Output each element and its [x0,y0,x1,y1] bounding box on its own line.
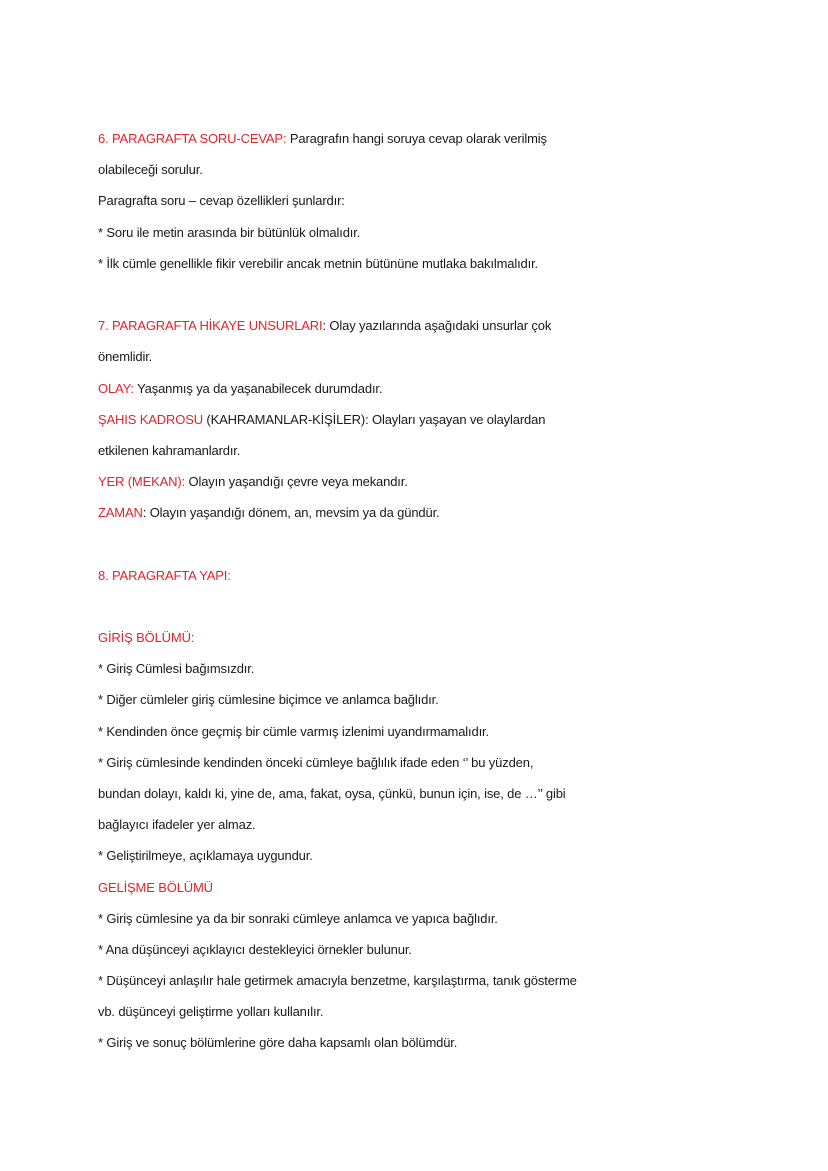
text-line [98,903,738,934]
text-line [98,840,738,871]
body-text: * İlk cümle genellikle fikir verebilir ancak metnin bütününe mutlaka bakılmalıdır. [98,255,539,271]
body-text: Yaşanmış ya da yaşanabilecek durumdadır. [133,380,383,396]
document-body [98,123,738,1059]
blank-line [98,279,738,310]
text-line [98,809,738,840]
blank-line [98,591,738,622]
text-line [98,996,738,1027]
text-line [98,684,738,715]
body-text: * Giriş cümlesine ya da bir sonraki cümleye anlamca ve yapıca bağlıdır. [98,910,498,926]
text-line [98,872,738,903]
heading-text: 6. PARAGRAFTA SORU-CEVAP: [98,131,287,146]
body-text: * Giriş ve sonuç bölümlerine göre daha kapsamlı olan bölümdür. [98,1035,458,1051]
heading-text: 8. PARAGRAFTA YAPI: [98,567,231,583]
text-line [98,248,738,279]
body-text: olabileceği sorulur. [98,162,203,178]
heading-text: GİRİŞ BÖLÜMÜ: [98,630,195,645]
text-line [98,560,738,591]
text-line [98,653,738,684]
body-text: * Diğer cümleler giriş cümlesine biçimce ve anlamca bağlıdır. [98,692,439,708]
body-text: * Soru ile metin arasında bir bütünlük olmalıdır. [98,224,361,240]
body-text: * Giriş cümlesinde kendinden önceki cümleye bağlılık ifade eden ‘’ bu yüzden, [98,754,534,770]
heading-text: ŞAHIS KADROSU [98,411,203,427]
text-line [98,622,738,653]
text-line [98,965,738,996]
blank-line [98,528,738,559]
body-text: * Giriş Cümlesi bağımsızdır. [98,661,255,677]
text-line [98,341,738,372]
text-line [98,154,738,185]
body-text: bağlayıcı ifadeler yer almaz. [98,817,256,833]
body-text: önemlidir. [98,349,153,365]
heading-text: GELİŞME BÖLÜMÜ [98,879,213,895]
body-text: * Geliştirilmeye, açıklamaya uygundur. [98,848,313,864]
text-line [98,747,738,778]
body-text: * Kendinden önce geçmiş bir cümle varmış izlenimi uyandırmamalıdır. [98,723,489,739]
body-text: Paragrafta soru – cevap özellikleri şunlardır: [98,193,345,209]
text-line [98,404,738,435]
text-line [98,1027,738,1058]
body-text: (KAHRAMANLAR-KİŞİLER): Olayları yaşayan ve olaylardan [202,411,546,427]
text-line [98,373,738,404]
text-line [98,778,738,809]
body-text: bundan dolayı, kaldı ki, yine de, ama, fakat, oysa, çünkü, bunun için, ise, de …’’ gibi [98,785,566,801]
body-text: * Düşünceyi anlaşılır hale getirmek amacıyla benzetme, karşılaştırma, tanık gösterme [98,973,577,989]
body-text: Paragrafın hangi soruya cevap olarak verilmiş [286,131,547,146]
body-text: etkilenen kahramanlardır. [98,442,241,458]
body-text: vb. düşünceyi geliştirme yolları kullanılır. [98,1004,324,1020]
text-line [98,497,738,528]
text-line [98,435,738,466]
text-line [98,123,738,154]
heading-text: YER (MEKAN): [98,474,186,490]
text-line [98,217,738,248]
text-line [98,310,738,341]
heading-text: ZAMAN [98,505,143,521]
heading-text: OLAY: [98,380,134,396]
heading-text: 7. PARAGRAFTA HİKAYE UNSURLARI [98,318,323,334]
body-text: Olayın yaşandığı çevre veya mekandır. [185,474,408,490]
body-text: : Olay yazılarında aşağıdaki unsurlar çok [322,318,552,334]
text-line [98,934,738,965]
body-text: : Olayın yaşandığı dönem, an, mevsim ya da gündür. [142,505,440,521]
text-line [98,466,738,497]
text-line [98,716,738,747]
body-text: * Ana düşünceyi açıklayıcı destekleyici örnekler bulunur. [98,941,412,957]
text-line [98,185,738,216]
